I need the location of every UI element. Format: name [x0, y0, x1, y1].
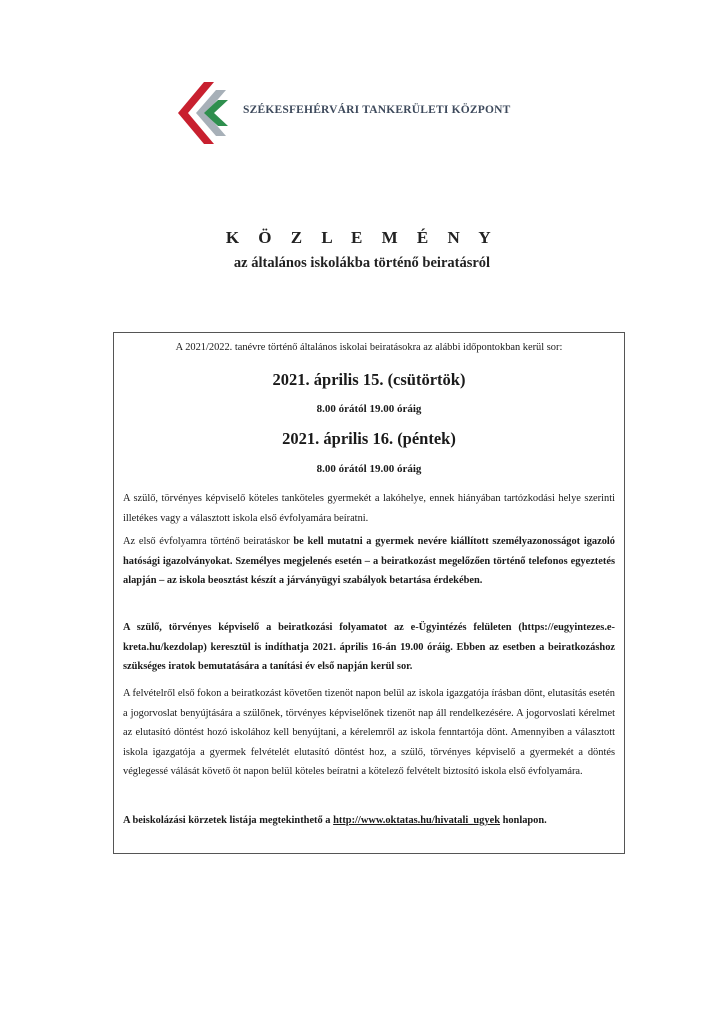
- enrollment-hours-2: 8.00 órától 19.00 óráig: [316, 463, 422, 475]
- enrollment-date-2: 2021. április 16. (péntek): [282, 429, 456, 448]
- paragraph-admission-decision: A felvételről első fokon a beiratkozást követően tizenöt napon belül az iskola igazgatója írásban dönt, elutasítás esetén a jogorvoslat benyújtására a szülőnek, törvényes képviselőnek tizenöt nap áll rendelkezésére. A jogorvoslati kérelmet az elutasító döntést hozó iskolához kell benyújtani, a kérelemről az iskola fenntartója dönt. Amennyiben a választott iskola igazgatója a gyermek felvételét elutasító döntést hoz, a szülő, törvényes képviselő a gyermekét a döntés véglegessé válását követő öt napon belül köteles beíratni a kötelező felvételt biztosító iskola első évfolyamára.: [123, 688, 615, 778]
- page-subtitle: az általános iskolákba történő beiratásról: [233, 255, 491, 271]
- paragraph-documents-bold: be kell mutatni a gyermek nevére kiállított személyazonosságot igazoló hatósági igazolványokat. Személyes megjelenés esetén – a beiratkozást megelőzően történő telefonos egyeztetés alapján – az iskola beosztást készít a járványügyi szabályok betartása érdekében.: [123, 536, 615, 587]
- organization-name: SZÉKESFEHÉRVÁRI TANKERÜLETI KÖZPONT: [243, 104, 511, 116]
- paragraph-e-ugyintezes: [123, 618, 615, 677]
- paragraph-documents-intro: Az első évfolyamra történő beiratáskor: [123, 536, 294, 547]
- notice-box: [113, 332, 625, 854]
- paragraph-districts: [123, 811, 615, 831]
- paragraph-districts-text-b: honlapon.: [499, 815, 547, 826]
- paragraph-obligation: A szülő, törvényes képviselő köteles tanköteles gyermekét a lakóhelye, ennek hiányában tartózkodási helye szerinti illetékes vagy a választott iskola első évfolyamára beíratni.: [123, 493, 615, 524]
- paragraph-e-ugyintezes-bold: A szülő, törvényes képviselő a beiratkozási folyamatot az e-Ügyintézés felületen (https://eugyintezes.e-kreta.hu/kezdolap) keresztül is indíthatja 2021. április 16-án 19.00 óráig. Ebben az esetben a beiratkozáshoz szükséges iratok bemutatására a tanítási év első napján kerül sor.: [123, 622, 615, 673]
- intro-text: A 2021/2022. tanévre történő általános iskolai beiratásokra az alábbi időpontokban kerül sor:: [175, 342, 563, 353]
- tankerulet-logo-icon: [170, 80, 232, 146]
- paragraph-districts-text-a: A beiskolázási körzetek listája megtekinthető a: [123, 815, 334, 826]
- page-title: K Ö Z L E M É N Y: [225, 228, 499, 247]
- enrollment-hours-1: 8.00 órától 19.00 óráig: [316, 403, 422, 415]
- oktatas-hu-link[interactable]: http://www.oktatas.hu/hivatali_ugyek: [333, 815, 500, 826]
- paragraph-documents: [123, 532, 615, 591]
- enrollment-date-1: 2021. április 15. (csütörtök): [272, 370, 466, 389]
